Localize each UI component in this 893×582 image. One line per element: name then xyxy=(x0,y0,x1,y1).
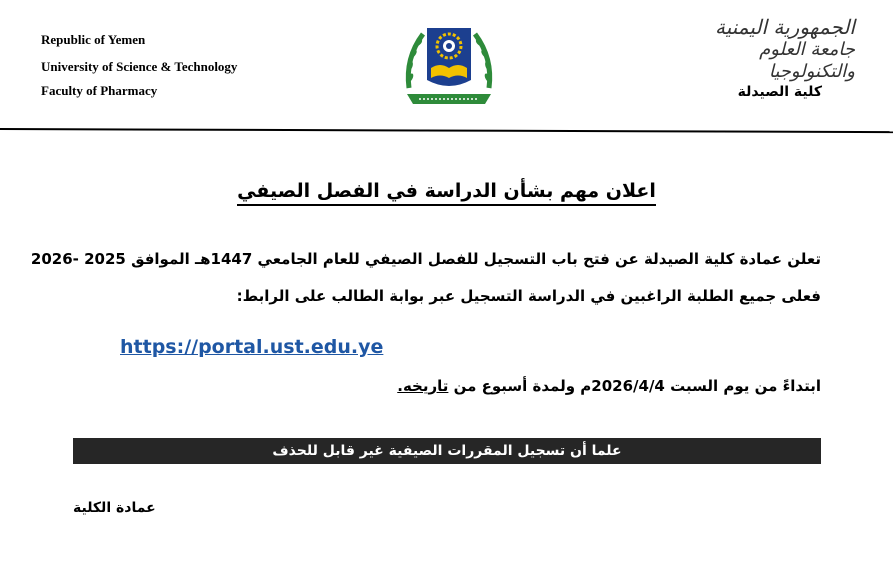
start-date-text: ابتداءً من يوم السبت 2026/4/4م ولمدة أسبوع من xyxy=(453,377,821,395)
announcement-paragraph-1: تعلن عمادة كلية الصيدلة عن فتح باب التسجيل للفصل الصيفي للعام الجامعي 1447هـ الموافق 2025 -2026 xyxy=(30,250,821,268)
notice-banner xyxy=(73,438,821,464)
header-arabic-calligraphy xyxy=(705,15,855,83)
header-faculty-ar: كلية الصيدلة xyxy=(737,84,822,100)
header-university-ar: جامعة العلوم والتكنولوجيا xyxy=(759,39,855,82)
notice-banner-text: علما أن تسجيل المقررات الصيفية غير قابل للحذف xyxy=(272,443,622,459)
start-date-underlined: تاريخه. xyxy=(397,377,449,395)
header-faculty-en: Faculty of Pharmacy xyxy=(41,83,158,98)
signature-deanship: عمادة الكلية xyxy=(73,500,156,516)
header-university-en: University of Science & Technology xyxy=(41,59,238,74)
header-republic-ar: الجمهورية اليمنية xyxy=(714,15,855,39)
university-logo xyxy=(401,18,497,112)
portal-link[interactable]: https://portal.ust.edu.ye xyxy=(120,336,384,358)
header-divider xyxy=(0,128,893,133)
header-republic-en: Republic of Yemen xyxy=(41,32,146,47)
announcement-start-date xyxy=(397,377,821,395)
announcement-title-text: اعلان مهم بشأن الدراسة في الفصل الصيفي xyxy=(237,180,656,206)
announcement-title xyxy=(0,180,893,202)
announcement-paragraph-2: فعلى جميع الطلبة الراغبين في الدراسة التسجيل عبر بوابة الطالب على الرابط: xyxy=(236,287,821,305)
